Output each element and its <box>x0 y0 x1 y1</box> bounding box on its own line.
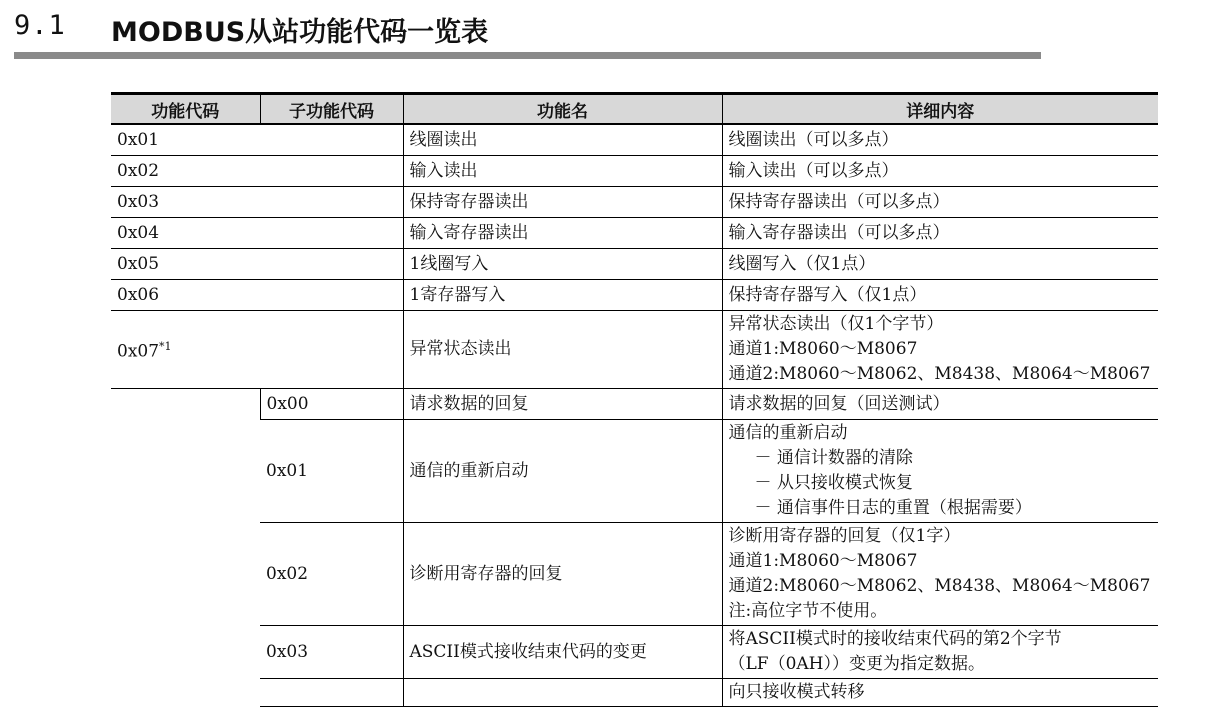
details <box>722 420 1158 523</box>
detail-line: 通道1:M8060～M8067 <box>728 339 918 359</box>
function-code: 0x03 <box>111 187 403 218</box>
section-number: 9.1 <box>14 10 66 41</box>
detail-line: 向只接收模式转移 <box>728 682 865 702</box>
function-code-table <box>111 92 1158 707</box>
details <box>722 311 1158 389</box>
details <box>722 156 1158 187</box>
function-name: 输入读出 <box>403 156 722 187</box>
detail-line: 通道1:M8060～M8067 <box>728 551 918 571</box>
details <box>722 249 1158 280</box>
sub-function-code: 0x01 <box>260 420 403 523</box>
table-header-row <box>111 94 1158 125</box>
header-function-name: 功能名 <box>403 94 722 125</box>
detail-bullet: － 从只接收模式恢复 <box>754 473 913 493</box>
detail-line: 请求数据的回复（回送测试） <box>728 393 950 414</box>
detail-line: 线圈写入（仅1点） <box>728 253 876 274</box>
details <box>722 679 1158 707</box>
detail-line: 诊断用寄存器的回复（仅1字） <box>728 526 961 546</box>
detail-line: 将ASCII模式时的接收结束代码的第2个字节 <box>728 629 1062 649</box>
details <box>722 280 1158 311</box>
detail-bullet: － 通信事件日志的重置（根据需要） <box>754 498 1032 518</box>
detail-line: 通道2:M8060～M8062、M8438、M8064～M8067 <box>728 576 1151 596</box>
detail-line: 线圈读出（可以多点） <box>728 129 899 150</box>
function-code: 0x05 <box>111 249 403 280</box>
footnote-marker: *1 <box>159 340 172 354</box>
function-name <box>403 679 722 707</box>
function-name: 1线圈写入 <box>403 249 722 280</box>
detail-line: 输入寄存器读出（可以多点） <box>728 222 950 243</box>
function-code: 0x02 <box>111 156 403 187</box>
table-row <box>111 156 1158 187</box>
table-row <box>111 249 1158 280</box>
function-name: 1寄存器写入 <box>403 280 722 311</box>
function-code-empty <box>111 389 260 707</box>
table-row <box>111 679 1158 707</box>
function-name: 线圈读出 <box>403 124 722 156</box>
section-title: MODBUS从站功能代码一览表 <box>111 17 489 48</box>
function-name: 输入寄存器读出 <box>403 218 722 249</box>
detail-line: 保持寄存器写入（仅1点） <box>728 284 927 305</box>
table-row <box>111 389 1158 420</box>
table-row <box>111 311 1158 389</box>
sub-function-code: 0x00 <box>260 389 403 420</box>
function-name: 诊断用寄存器的回复 <box>403 523 722 626</box>
sub-function-code: 0x02 <box>260 523 403 626</box>
function-code: 0x01 <box>111 124 403 156</box>
function-code: 0x04 <box>111 218 403 249</box>
sub-function-code: 0x03 <box>260 626 403 679</box>
function-name: 保持寄存器读出 <box>403 187 722 218</box>
details <box>722 523 1158 626</box>
function-name: ASCII模式接收结束代码的变更 <box>403 626 722 679</box>
section-heading <box>0 0 1211 60</box>
function-code-value: 0x07 <box>117 341 160 362</box>
table-row <box>111 523 1158 626</box>
table-row <box>111 420 1158 523</box>
function-name: 异常状态读出 <box>403 311 722 389</box>
details <box>722 389 1158 420</box>
function-name: 请求数据的回复 <box>403 389 722 420</box>
sub-function-code <box>260 679 403 707</box>
detail-line: 通信的重新启动 <box>728 423 848 443</box>
detail-bullet: － 通信计数器的清除 <box>754 448 913 468</box>
function-code: 0x06 <box>111 280 403 311</box>
function-name: 通信的重新启动 <box>403 420 722 523</box>
header-sub-function-code: 子功能代码 <box>260 94 403 125</box>
detail-line: 输入读出（可以多点） <box>728 160 899 181</box>
table-row <box>111 124 1158 156</box>
detail-line: （LF（0AH））变更为指定数据。 <box>728 654 986 674</box>
details <box>722 626 1158 679</box>
table-row <box>111 187 1158 218</box>
header-details: 详细内容 <box>722 94 1158 125</box>
function-code <box>111 311 403 389</box>
detail-line: 通道2:M8060～M8062、M8438、M8064～M8067 <box>728 364 1151 384</box>
details <box>722 218 1158 249</box>
section-rule <box>14 52 1041 59</box>
details <box>722 124 1158 156</box>
table-row <box>111 280 1158 311</box>
detail-line: 保持寄存器读出（可以多点） <box>728 191 950 212</box>
detail-line: 注:高位字节不使用。 <box>728 601 888 621</box>
table-row <box>111 626 1158 679</box>
details <box>722 187 1158 218</box>
detail-line: 异常状态读出（仅1个字节） <box>728 314 944 334</box>
header-function-code: 功能代码 <box>111 94 260 125</box>
table-row <box>111 218 1158 249</box>
